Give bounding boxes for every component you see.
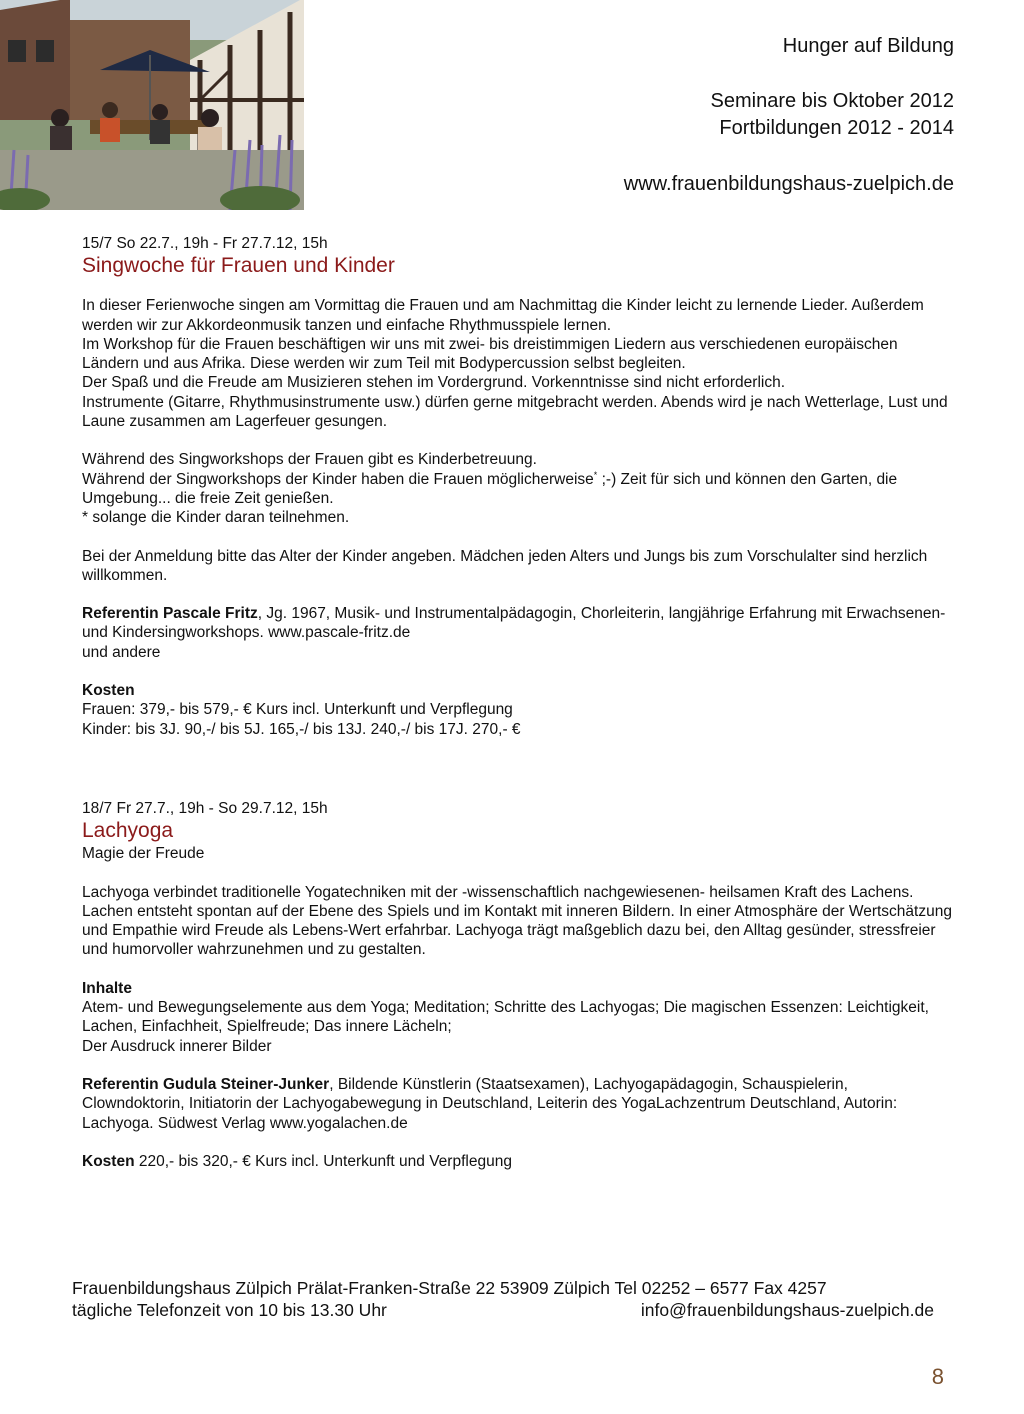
header-url[interactable]: www.frauenbildungshaus-zuelpich.de	[623, 173, 954, 195]
description-paragraph: Im Workshop für die Frauen beschäftigen wir uns mit zwei- bis dreistimmigen Liedern aus verschiedenen europäischen Ländern und aus Afrika. Diese werden wir zum Teil mit Bodypercussion selbst begleiten.	[82, 335, 898, 373]
header-trainings: Fortbildungen 2012 - 2014	[719, 117, 954, 139]
footnote-marker: *	[593, 469, 598, 480]
seminar-singwoche	[82, 234, 952, 739]
footnote: * solange die Kinder daran teilnehmen.	[82, 509, 350, 527]
content-label: Inhalte	[82, 979, 132, 997]
cost-label: Kosten	[82, 682, 135, 700]
footer-address: Frauenbildungshaus Zülpich Prälat-Franken-Straße 22 53909 Zülpich Tel 02252 – 6577 Fax 4257	[72, 1278, 827, 1298]
description-paragraph: In dieser Ferienwoche singen am Vormittag die Frauen und am Nachmittag die Kinder leicht zu lernende Lieder. Außerdem werden wir zur Akkordeonmusik tanzen und einfache Rhythmusspiele lernen.	[82, 297, 924, 334]
description-paragraph: Lachyoga verbindet traditionelle Yogatechniken mit der -wissenschaftlich nachgewiesenen- heilsamen Kraft des Lachens. Lachen entsteht spontan auf der Ebene des Spiels und im Kontakt mit inneren Bildern. In einer Atmosphäre der Wertschätzung und Empathie wird Freude als Lebens-Wert erfahrbar. Lachyoga trägt maßgeblich dazu bei, den Alltag gesünder, stressfreier und humorvoller wahrzunehmen und zu gestalten.	[82, 883, 952, 959]
seminar-subtitle: Magie der Freude	[82, 845, 205, 863]
referent-info: Referentin Pascale Fritz, Jg. 1967, Musik- und Instrumentalpädagogin, Chorleiterin, langjährige Erfahrung mit Erwachsenen- und Kindersingworkshops. www.pascale-fritz.de	[82, 605, 946, 642]
childcare-info: Während des Singworkshops der Frauen gibt es Kinderbetreuung.	[82, 451, 537, 469]
header-seminars: Seminare bis Oktober 2012	[710, 90, 954, 112]
footer-email[interactable]: info@frauenbildungshaus-zuelpich.de	[640, 1300, 934, 1320]
registration-info: Bei der Anmeldung bitte das Alter der Kinder angeben. Mädchen jeden Alters und Jungs bis zum Vorschulalter sind herzlich willkommen.	[82, 547, 928, 584]
page-number: 8	[931, 1364, 944, 1389]
footer	[72, 1277, 934, 1321]
cost-women: Frauen: 379,- bis 579,- € Kurs incl. Unterkunft und Verpflegung	[82, 701, 513, 719]
footer-hours: tägliche Telefonzeit von 10 bis 13.30 Uhr	[72, 1300, 387, 1320]
cost-info: Kosten 220,- bis 320,- € Kurs incl. Unterkunft und Verpflegung	[82, 1152, 512, 1170]
cost-children: Kinder: bis 3J. 90,-/ bis 5J. 165,-/ bis 13J. 240,-/ bis 17J. 270,- €	[82, 720, 521, 738]
referent-label: Referentin Pascale Fritz	[82, 605, 258, 623]
referent-more: und andere	[82, 643, 161, 661]
seminar-date: 15/7 So 22.7., 19h - Fr 27.7.12, 15h	[82, 235, 328, 252]
description-paragraph: Der Spaß und die Freude am Musizieren stehen im Vordergrund. Vorkenntnisse sind nicht erforderlich.	[82, 374, 786, 392]
seminar-title: Lachyoga	[82, 819, 174, 843]
seminar-title: Singwoche für Frauen und Kinder	[82, 254, 395, 278]
header-title: Hunger auf Bildung	[782, 35, 954, 57]
content-list: Der Ausdruck innerer Bilder	[82, 1037, 272, 1055]
content-list: Atem- und Bewegungselemente aus dem Yoga; Meditation; Schritte des Lachyogas; Die magischen Essenzen: Leichtigkeit, Lachen, Einfachheit, Spielfreude; Das innere Lächeln;	[82, 999, 929, 1036]
courtyard-photo	[0, 0, 304, 210]
seminar-lachyoga	[82, 799, 952, 1171]
referent-label: Referentin Gudula Steiner-Junker	[82, 1075, 330, 1093]
referent-info: Referentin Gudula Steiner-Junker, Bildende Künstlerin (Staatsexamen), Lachyogapädagogin, Schauspielerin, Clowndoktorin, Initiatorin der Lachyogabewegung in Deutschland, Leiterin des YogaLachzentrum Deutschland, Autorin: Lachyoga. Südwest Verlag www.yogalachen.de	[82, 1075, 898, 1132]
seminar-date: 18/7 Fr 27.7., 19h - So 29.7.12, 15h	[82, 800, 328, 817]
childcare-info: Während der Singworkshops der Kinder haben die Frauen möglicherweise* ;-) Zeit für sich und können den Garten, die Umgebung... die freie Zeit genießen.	[82, 469, 898, 507]
description-paragraph: Instrumente (Gitarre, Rhythmusinstrumente usw.) dürfen gerne mitgebracht werden. Abends wird je nach Wetterlage, Lust und Laune zusammen am Lagerfeuer gesungen.	[82, 393, 948, 431]
